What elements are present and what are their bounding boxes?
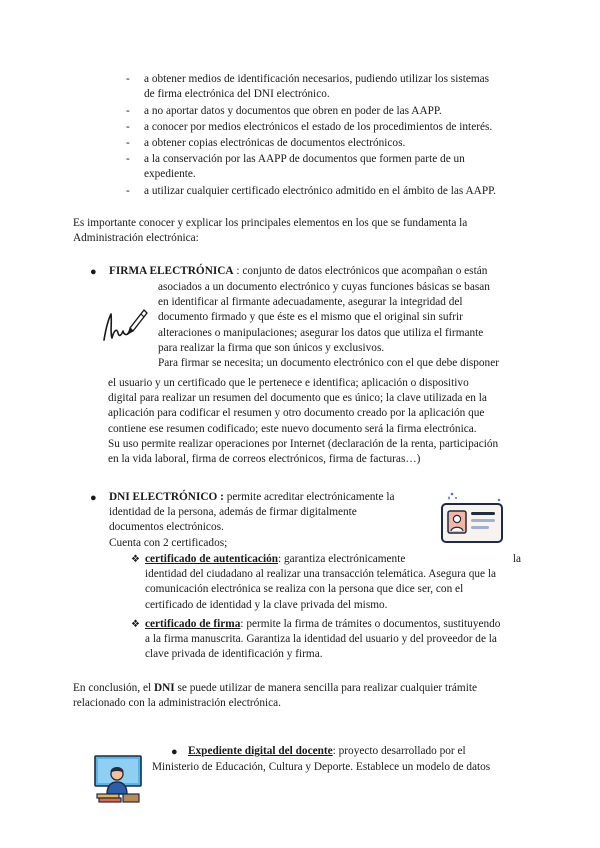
intro-line: Es importante conocer y explicar los principales elementos en los que se fundamenta la — [73, 217, 468, 229]
dni-line: identidad de la persona, además de firmar digitalmente — [109, 506, 357, 519]
firma-line: Para firmar se necesita; un documento electrónico con el que debe disponer — [158, 357, 499, 370]
conclusion-line: relacionado con la administración electrónica. — [73, 697, 281, 710]
intro-line: Administración electrónica: — [73, 232, 199, 245]
list-item-text: a obtener copias electrónicas de documentos electrónicos. — [144, 137, 406, 149]
firma-line: para realizar la firma que son únicos y exclusivos. — [158, 341, 385, 354]
cert1-line: identidad del ciudadano al realizar una transacción telemática. Asegura que la — [145, 568, 496, 581]
conclusion-pre: En conclusión, el — [73, 682, 154, 694]
cert1-line: comunicación electrónica se realiza con la persona que dice ser, con el — [145, 583, 464, 596]
list-item-text: a conocer por medios electrónicos el estado de los procedimientos de interés. — [144, 121, 493, 133]
dni-bullet: ● — [90, 492, 97, 504]
firma-line: en la vida laboral, firma de correos electrónicos, firma de facturas…) — [108, 453, 421, 466]
list-dash: - — [126, 185, 130, 197]
firma-bullet: ● — [90, 266, 97, 278]
list-dash: - — [126, 121, 130, 133]
cert1-first-end: la — [512, 553, 521, 565]
list-item-text: a obtener medios de identificación necesarios, pudiendo utilizar los sistemas — [144, 73, 490, 85]
firma-line: aplicación para codificar el resumen y otro documento creado por la aplicación que — [108, 407, 485, 420]
firma-title-line — [109, 264, 539, 279]
cert2-title: certificado de firma — [145, 618, 241, 630]
teacher-icon — [93, 754, 145, 804]
expediente-bullet: ● — [171, 746, 178, 758]
expediente-first: : proyecto desarrollado por el — [332, 745, 466, 757]
firma-line: documento firmado y que éste es el mismo que el original sin sufrir — [158, 311, 463, 324]
list-item-text: expediente. — [144, 168, 196, 181]
firma-line: alteraciones o manipulaciones; asegurar los datos que utiliza el firmante — [158, 326, 484, 339]
dni-text — [109, 490, 439, 551]
firma-line: en identificar al firmante adecuadamente, asegurar la integridad del — [158, 296, 463, 309]
id-card-icon — [436, 490, 508, 546]
intro-paragraph — [73, 216, 533, 246]
cert2-diamond-icon: ❖ — [131, 619, 140, 630]
firma-title: FIRMA ELECTRÓNICA — [109, 265, 234, 277]
list-dash: - — [126, 105, 130, 117]
firma-line: digital para realizar un resumen del documento que es único; la clave utilizada en la — [108, 392, 487, 405]
dni-line: documentos electrónicos. — [109, 521, 224, 534]
cert1-line: certificado de identidad y la clave privada del mismo. — [145, 598, 388, 611]
firma-line: contiene ese resumen codificado; este nuevo documento será la firma electrónica. — [108, 422, 477, 435]
dni-line: Cuenta con 2 certificados; — [109, 536, 228, 549]
expediente-title-line — [188, 744, 528, 759]
expediente-title: Expediente digital del docente — [188, 745, 333, 757]
firma-indented-text — [158, 280, 538, 371]
cert1-first: : garantiza electrónicamente — [278, 553, 406, 565]
firma-line: : conjunto de datos electrónicos que acompañan o están — [233, 265, 488, 277]
firma-line: asociados a un documento electrónico y cuyas funciones básicas se basan — [158, 281, 490, 293]
conclusion-post: se puede utilizar de manera sencilla para realizar cualquier trámite — [174, 682, 478, 694]
list-item-text: de firma electrónica del DNI electrónico. — [144, 88, 330, 101]
list-item-text: a no aportar datos y documentos que obren en poder de las AAPP. — [144, 105, 442, 117]
signature-pen-icon — [100, 300, 150, 346]
dni-line: permite acreditar electrónicamente la — [223, 491, 395, 503]
cert2-text — [145, 617, 525, 663]
cert2-line: a la firma manuscrita. Garantiza la identidad del usuario y del proveedor de la — [145, 633, 497, 646]
list-item-text: a la conservación por las AAPP de documentos que formen parte de un — [144, 153, 465, 165]
firma-line: el usuario y un certificado que le pertenece e identifica; aplicación o dispositivo — [108, 377, 469, 389]
list-dash: - — [126, 73, 130, 85]
cert1-title: certificado de autenticación — [145, 553, 279, 565]
list-dash: - — [126, 153, 130, 165]
cert2-first: : permite la firma de trámites o documentos, sustituyendo — [240, 618, 501, 630]
expediente-line: Ministerio de Educación, Cultura y Deporte. Establece un modelo de datos — [152, 761, 491, 773]
cert1-diamond-icon: ❖ — [131, 554, 140, 565]
list-item-text: a utilizar cualquier certificado electrónico admitido en el ámbito de las AAPP. — [144, 185, 496, 197]
cert2-line: clave privada de identificación y firma. — [145, 648, 323, 661]
conclusion-paragraph — [73, 681, 533, 711]
cert1-text — [145, 552, 523, 613]
conclusion-bold: DNI — [153, 682, 175, 694]
firma-continued-text — [108, 376, 548, 467]
firma-line: Su uso permite realizar operaciones por Internet (declaración de la renta, participación — [108, 437, 499, 450]
list-dash: - — [126, 137, 130, 149]
dni-title: DNI ELECTRÓNICO : — [109, 491, 224, 503]
